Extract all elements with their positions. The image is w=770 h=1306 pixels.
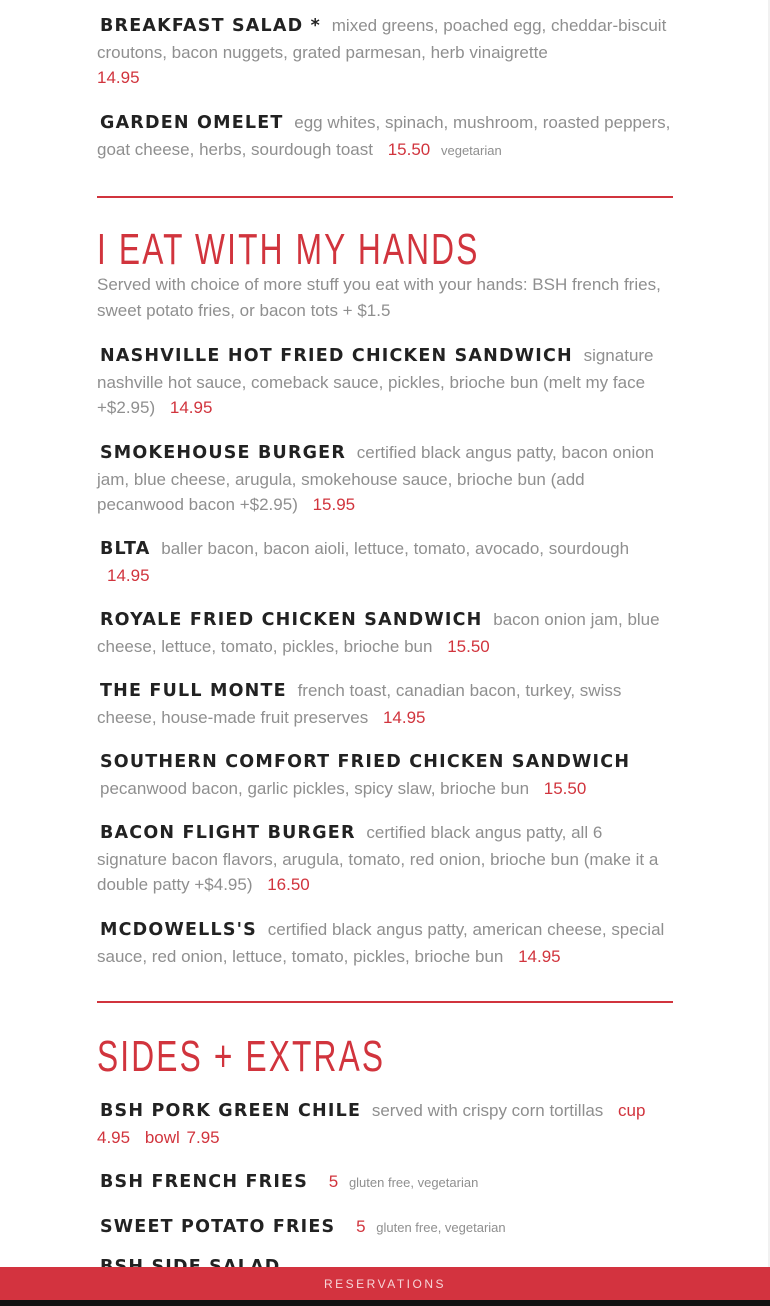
section-heading: SIDES + EXTRAS	[97, 1032, 386, 1081]
bottom-edge	[0, 1300, 770, 1306]
menu-item	[97, 1169, 673, 1196]
menu-item	[97, 1098, 673, 1150]
item-name: MCDOWELLS'S	[100, 920, 257, 940]
menu-item	[97, 110, 673, 163]
menu-item	[97, 343, 673, 421]
menu-item	[97, 749, 673, 801]
item-price: 16.50	[267, 875, 310, 894]
dietary-tag: gluten free, vegetarian	[376, 1220, 506, 1235]
menu-item	[97, 13, 673, 91]
item-price: 5	[356, 1217, 366, 1236]
menu-item	[97, 440, 673, 518]
item-name: SMOKEHOUSE BURGER	[100, 443, 347, 463]
item-description: mixed greens, poached egg, cheddar-biscuit croutons, bacon nuggets, grated parmesan, herb vinaigrette	[97, 16, 667, 62]
section-heading: I EAT WITH MY HANDS	[97, 225, 480, 274]
item-description: french toast, canadian bacon, turkey, swiss cheese, house-made fruit preserves	[97, 681, 622, 727]
dietary-tag: gluten free, vegetarian	[348, 1175, 479, 1190]
section-intro: Served with choice of more stuff you eat with your hands: BSH french fries, sweet potato fries, or bacon tots + $1.5	[97, 275, 661, 320]
menu-item	[97, 1214, 673, 1241]
item-description: certified black angus patty, bacon onion jam, blue cheese, arugula, smokehouse sauce, brioche bun (add pecanwood bacon +$2.95)	[97, 443, 655, 514]
item-name: NASHVILLE HOT FRIED CHICKEN SANDWICH	[100, 346, 573, 366]
item-description: baller bacon, bacon aioli, lettuce, tomato, avocado, sourdough	[161, 539, 630, 558]
item-description: pecanwood bacon, garlic pickles, spicy slaw, brioche bun	[100, 778, 530, 798]
dietary-tag: vegetarian	[440, 142, 502, 158]
item-description: bacon onion jam, blue cheese, lettuce, tomato, pickles, brioche bun	[97, 610, 660, 656]
item-description: served with crispy corn tortillas	[371, 1101, 604, 1120]
item-price: 15.95	[312, 495, 356, 514]
menu-item	[97, 678, 673, 730]
item-price: 14.95	[97, 68, 140, 87]
menu-item	[97, 820, 673, 898]
cup-price: 4.95	[97, 1127, 131, 1147]
bowl-label: bowl	[144, 1127, 180, 1147]
item-name: SWEET POTATO FRIES	[100, 1217, 336, 1237]
item-price: 14.95	[382, 707, 426, 727]
item-description: egg whites, spinach, mushroom, roasted peppers, goat cheese, herbs, sourdough toast	[97, 113, 671, 159]
item-name: BACON FLIGHT BURGER	[100, 823, 356, 843]
item-description: certified black angus patty, all 6 signature bacon flavors, arugula, tomato, red onion, brioche bun (make it a double patty +$4.95)	[97, 823, 659, 894]
section-divider	[97, 196, 673, 198]
cup-label: cup	[618, 1101, 646, 1120]
item-name: BLTA	[100, 539, 151, 559]
item-name: GARDEN OMELET	[100, 113, 284, 133]
menu-item	[97, 536, 673, 588]
menu-item	[97, 607, 673, 659]
item-name: BREAKFAST SALAD *	[100, 16, 322, 36]
item-description: certified black angus patty, american cheese, special sauce, red onion, lettuce, tomato, pickles, brioche bun	[97, 920, 665, 966]
item-price: 14.95	[169, 398, 213, 417]
item-price: 15.50	[447, 636, 490, 656]
item-name: THE FULL MONTE	[100, 681, 287, 701]
item-name: ROYALE FRIED CHICKEN SANDWICH	[100, 610, 483, 630]
item-name: BSH PORK GREEN CHILE	[100, 1101, 362, 1121]
item-price: 5	[328, 1172, 339, 1191]
item-price: 15.50	[543, 778, 587, 798]
item-price: 15.50	[387, 139, 431, 159]
section-divider	[97, 1001, 673, 1003]
bowl-price: 7.95	[186, 1127, 220, 1147]
reservations-label: RESERVATIONS	[323, 1276, 447, 1291]
item-price: 14.95	[107, 565, 150, 585]
item-description: signature nashville hot sauce, comeback sauce, pickles, brioche bun (melt my face +$2.95)	[97, 346, 654, 417]
item-name: BSH FRENCH FRIES	[100, 1172, 308, 1192]
reservations-button[interactable]	[0, 1267, 770, 1300]
item-name: SOUTHERN COMFORT FRIED CHICKEN SANDWICH	[100, 752, 631, 772]
menu-item	[97, 917, 673, 969]
item-price: 14.95	[518, 946, 561, 966]
